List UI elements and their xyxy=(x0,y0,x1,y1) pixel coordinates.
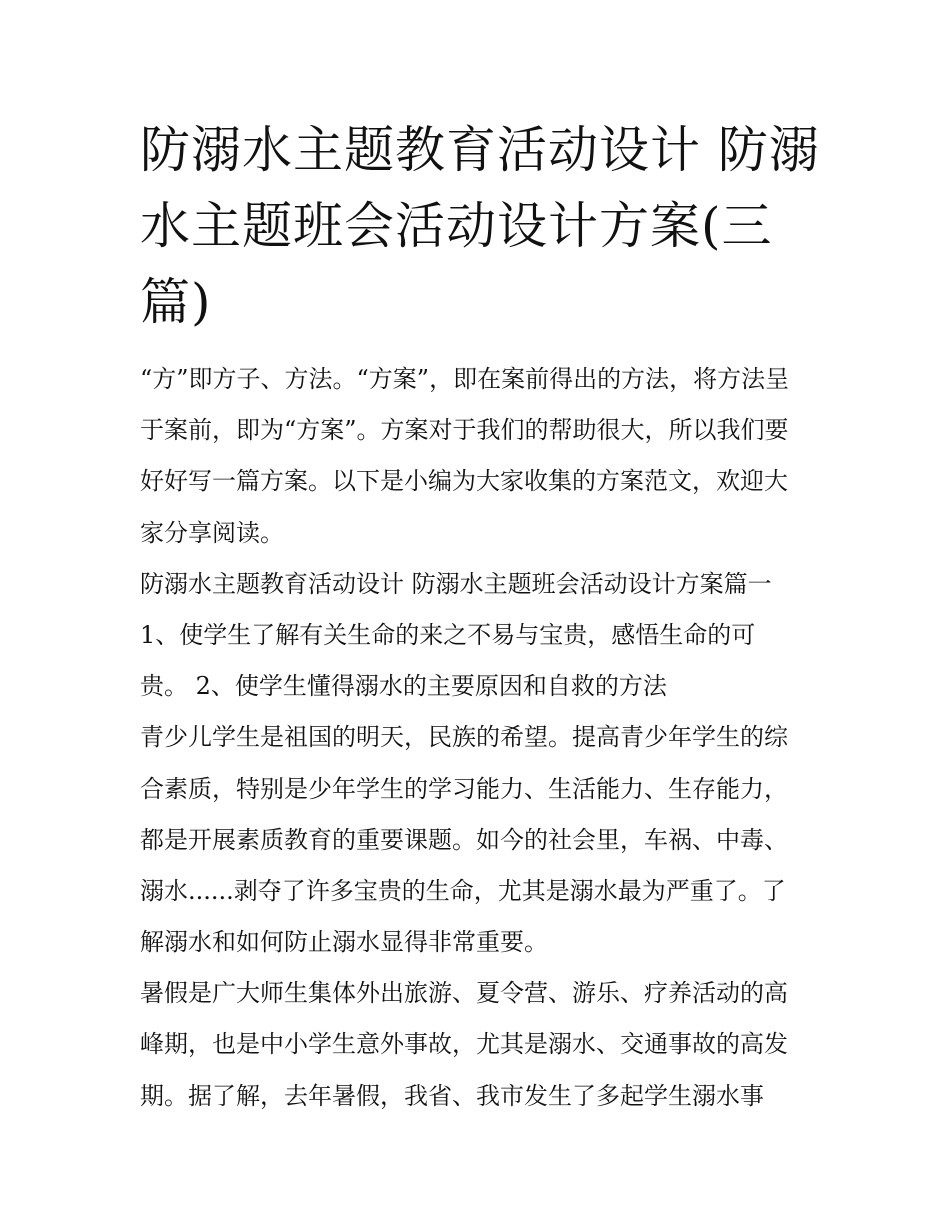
title-line-2: 水主题班会活动设计方案(三 xyxy=(140,197,773,255)
body-line: 青少儿学生是祖国的明天，民族的希望。提高青少年学生的综 xyxy=(140,723,788,752)
body-line: 1、使学生了解有关生命的来之不易与宝贵，感悟生命的可 xyxy=(140,620,756,649)
body-line: 合素质，特别是少年学生的学习能力、生活能力、生存能力， xyxy=(140,774,788,803)
body-line: 暑假是广大师生集体外出旅游、夏令营、游乐、疗养活动的高 xyxy=(140,979,788,1008)
body-line: 好好写一篇方案。以下是小编为大家收集的方案范文，欢迎大 xyxy=(140,467,788,496)
body-line: 家分享阅读。 xyxy=(140,518,284,547)
document-title xyxy=(140,112,820,340)
body-line: 都是开展素质教育的重要课题。如今的社会里，车祸、中毒、 xyxy=(140,825,788,854)
title-line-3: 篇) xyxy=(140,273,212,331)
body-line: 解溺水和如何防止溺水显得非常重要。 xyxy=(140,928,548,957)
body-line: “方”即方子、方法。“方案”，即在案前得出的方法，将方法呈 xyxy=(140,365,790,393)
section-heading: 防溺水主题教育活动设计 防溺水主题班会活动设计方案篇一 xyxy=(140,569,772,598)
body-line: 溺水......剥夺了许多宝贵的生命，尤其是溺水最为严重了。了 xyxy=(140,876,786,905)
body-line: 于案前，即为“方案”。方案对于我们的帮助很大，所以我们要 xyxy=(140,416,789,445)
title-line-1: 防溺水主题教育活动设计 防溺 xyxy=(140,121,820,179)
body-line: 期。据了解，去年暑假，我省、我市发生了多起学生溺水事 xyxy=(140,1081,764,1110)
body-line: 峰期，也是中小学生意外事故，尤其是溺水、交通事故的高发 xyxy=(140,1030,788,1059)
document-body xyxy=(140,354,820,1122)
body-line: 贵。 2、使学生懂得溺水的主要原因和自救的方法 xyxy=(140,672,667,701)
